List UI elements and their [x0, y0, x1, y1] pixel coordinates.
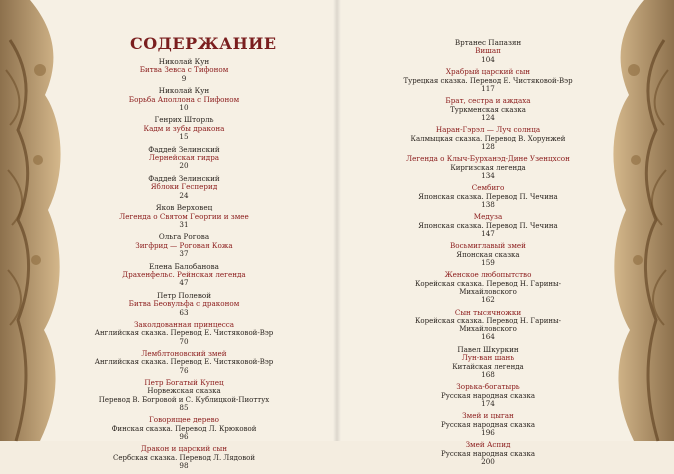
toc-entry-subtitle: Норвежская сказка — [147, 387, 221, 396]
toc-entry-title: Наран-Гэрэл — Луч солнца — [435, 125, 541, 135]
toc-entry-subtitle: Финская сказка. Перевод Л. Крюковой — [111, 424, 257, 433]
toc-entry-title: Змей Аспид — [465, 440, 511, 450]
toc-entry-title: Лернейская гидра — [148, 153, 220, 163]
toc-entry — [94, 292, 274, 317]
toc-entry-title: Драхенфельс. Рейнская легенда — [122, 269, 246, 279]
dragon-illustration-left-icon — [0, 0, 70, 441]
toc-entry-page: 159 — [481, 257, 495, 267]
toc-entry-page: 164 — [481, 332, 495, 342]
toc-entry-title: Сембиго — [471, 183, 505, 193]
toc-entry-page: 98 — [179, 460, 189, 470]
toc-entry — [94, 204, 274, 229]
toc-entry-author: Елена Балобанова — [149, 261, 219, 271]
toc-entry-subtitle: Русская народная сказка — [440, 449, 536, 458]
toc-entry — [94, 416, 274, 441]
toc-entry-title: Медуза — [473, 212, 503, 222]
toc-entry-page: 117 — [481, 83, 495, 93]
toc-entry-author: Николай Кун — [158, 57, 210, 66]
toc-entry-page: 10 — [179, 103, 189, 113]
toc-left-column — [94, 58, 274, 474]
toc-entry — [398, 242, 578, 267]
toc-entry-author: Яков Верховец — [155, 203, 213, 213]
dragon-illustration-right-icon — [604, 0, 674, 441]
toc-entry — [398, 271, 578, 304]
toc-entry-title: Брат, сестра и аждаха — [445, 96, 531, 106]
toc-entry-title: Змей и цыган — [462, 411, 514, 421]
toc-entry-title: Битва Зевса с Тифоном — [139, 65, 229, 75]
toc-entry — [398, 213, 578, 238]
toc-entry — [94, 350, 274, 375]
toc-entry-subtitle: Японская сказка. Перевод П. Чечина — [418, 192, 558, 201]
toc-entry — [398, 309, 578, 342]
toc-entry — [398, 126, 578, 151]
toc-entry-subtitle: Английская сказка. Перевод Е. Чистяковой-Вэр — [94, 358, 274, 367]
toc-entry-page: 31 — [179, 219, 189, 229]
toc-entry — [398, 97, 578, 122]
toc-entry-page: 47 — [179, 278, 189, 288]
toc-entry-title: Храбрый царский сын — [445, 67, 531, 77]
toc-entry — [94, 445, 274, 470]
toc-entry-page: 134 — [481, 170, 495, 180]
toc-entry-title: Борьба Аполлона с Пифоном — [128, 94, 240, 104]
toc-entry-subtitle: Турецкая сказка. Перевод Е. Чистяковой-Вэр — [403, 76, 573, 85]
toc-entry — [398, 346, 578, 379]
toc-entry-title: Лемблтоновский змей — [141, 348, 227, 358]
toc-entry-subtitle-2: Перевод В. Богровой и С. Кублицкой-Пиоттух — [98, 395, 270, 404]
toc-entry-page: 174 — [481, 398, 495, 408]
toc-entry-subtitle: Китайская легенда — [452, 362, 524, 371]
toc-entry-page: 76 — [179, 365, 189, 375]
toc-entry-author: Николай Кун — [158, 86, 210, 96]
toc-entry — [398, 68, 578, 93]
toc-entry — [94, 263, 274, 288]
toc-entry — [94, 87, 274, 112]
toc-entry-author: Генрих Шторль — [154, 115, 214, 125]
toc-entry-page: 200 — [481, 456, 495, 466]
toc-entry-title: Лун-ван шань — [461, 353, 515, 363]
toc-entry-page: 85 — [179, 402, 189, 412]
toc-entry — [94, 175, 274, 200]
toc-entry-title: Дракон и царский сын — [140, 444, 228, 454]
toc-entry-page: 128 — [481, 141, 495, 151]
toc-entry-subtitle: Русская народная сказка — [440, 420, 536, 429]
toc-title: СОДЕРЖАНИЕ — [130, 34, 277, 53]
toc-entry-page: 63 — [179, 307, 189, 317]
toc-entry-page: 37 — [179, 249, 189, 259]
toc-entry — [94, 116, 274, 141]
toc-entry-page: 24 — [179, 190, 189, 200]
toc-entry-title: Говорящее дерево — [149, 415, 219, 425]
toc-entry-title: Битва Беовульфа с драконом — [128, 299, 240, 309]
toc-entry — [94, 146, 274, 171]
toc-entry-title: Легенда о Святом Георгии и змее — [119, 211, 249, 221]
toc-entry — [398, 412, 578, 437]
toc-entry-author: Вртанес Папазян — [454, 38, 522, 47]
toc-entry-page: 138 — [481, 199, 495, 209]
toc-entry — [398, 39, 578, 64]
toc-entry-subtitle: Сербская сказка. Перевод Л. Лядовой — [112, 453, 256, 462]
toc-entry-page: 168 — [481, 369, 495, 379]
toc-entry-page: 20 — [179, 161, 189, 171]
toc-entry — [398, 155, 578, 180]
toc-entry-subtitle: Калмыцкая сказка. Перевод В. Хорунжей — [410, 134, 566, 143]
toc-entry-author: Павел Шкуркин — [457, 344, 519, 354]
toc-entry-page: 124 — [481, 112, 495, 122]
toc-entry-subtitle: Туркменская сказка — [450, 105, 526, 114]
toc-entry — [398, 184, 578, 209]
toc-entry-title: Кадм и зубы дракона — [143, 123, 225, 133]
toc-entry-title: Яблоки Гесперид — [150, 182, 218, 192]
toc-entry-title: Сын тысячножки — [454, 307, 522, 317]
toc-entry-subtitle: Корейская сказка. Перевод Н. Гарины-Михайловского — [415, 316, 561, 334]
toc-entry-title: Женское любопытство — [444, 270, 532, 280]
toc-entry-page: 70 — [179, 336, 189, 346]
toc-entry-subtitle: Английская сказка. Перевод Е. Чистяковой-Вэр — [94, 329, 274, 338]
toc-entry-title: Зигфрид — Роговая Кожа — [135, 240, 233, 250]
toc-right-column — [398, 39, 578, 470]
toc-entry-title: Заколдованная принцесса — [133, 319, 235, 329]
toc-entry-page: 196 — [481, 427, 495, 437]
toc-entry-author: Фаддей Зелинский — [148, 144, 220, 154]
toc-entry-subtitle: Японская сказка — [456, 250, 520, 259]
toc-entry-page: 9 — [181, 73, 187, 83]
toc-entry-author: Фаддей Зелинский — [148, 173, 220, 183]
toc-entry — [398, 441, 578, 466]
toc-entry-page: 96 — [179, 431, 189, 441]
toc-entry-subtitle: Японская сказка. Перевод П. Чечина — [418, 221, 558, 230]
toc-entry — [398, 383, 578, 408]
toc-entry-title: Восьмиглавый змей — [450, 241, 526, 251]
toc-entry-title: Петр Богатый Купец — [144, 378, 224, 387]
toc-entry-author: Ольга Рогова — [158, 232, 210, 242]
toc-entry — [94, 233, 274, 258]
book-gutter — [333, 0, 341, 441]
toc-entry-page: 15 — [179, 132, 189, 142]
toc-entry — [94, 379, 274, 412]
toc-entry-page: 104 — [481, 54, 495, 64]
toc-entry — [94, 58, 274, 83]
toc-entry-page: 147 — [481, 228, 495, 238]
toc-entry-subtitle: Киргизская легенда — [450, 163, 526, 172]
toc-entry-title: Зорька-богатырь — [456, 382, 520, 392]
toc-entry-subtitle: Корейская сказка. Перевод Н. Гарины-Михайловского — [415, 279, 561, 296]
toc-entry-title: Легенда о Клыч-Бурханэд-Дине Узенцхсон — [406, 154, 570, 164]
toc-entry-subtitle: Русская народная сказка — [440, 391, 536, 400]
toc-entry-author: Петр Полевой — [157, 290, 211, 300]
toc-entry-title: Вишап — [475, 46, 501, 56]
toc-entry-page: 162 — [481, 295, 495, 305]
toc-entry — [94, 321, 274, 346]
